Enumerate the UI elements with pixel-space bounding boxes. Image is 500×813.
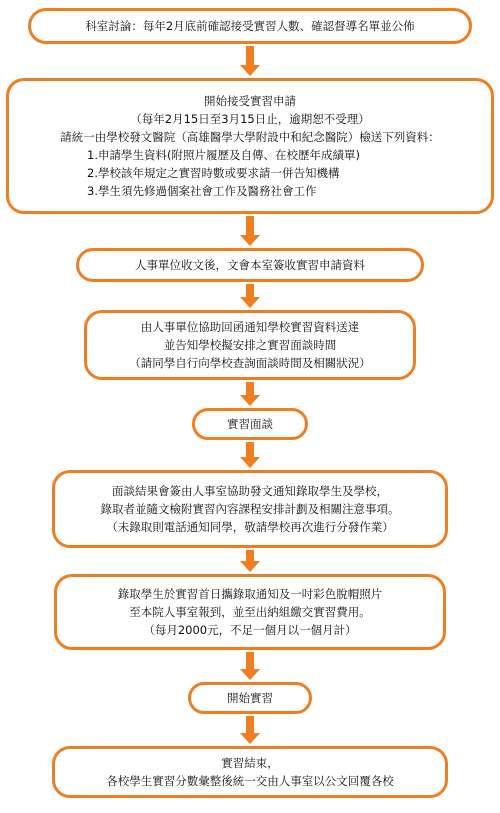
step-3-line-1: 人事單位收文後，文會本室簽收實習申請資料 — [135, 258, 365, 272]
arrow-3 — [244, 284, 256, 308]
step-4-line-3: （請同學自行向學校查詢面談時間及相關狀況） — [129, 356, 371, 370]
step-4-box — [84, 310, 416, 380]
arrow-5 — [244, 442, 256, 468]
step-4-line-1: 由人事單位協助回函通知學校實習資料送達 — [140, 320, 360, 334]
step-6-line-1: 面談結果會簽由人事室協助發文通知錄取學生及學校， — [112, 484, 388, 498]
step-8-box — [188, 682, 312, 714]
step-2-line-1: 開始接受實習申請 — [204, 94, 296, 108]
step-7-line-2: 至本院人事室報到，並至出納組繳交實習費用。 — [129, 605, 371, 619]
arrow-7 — [244, 652, 256, 680]
step-2-line-4: 1.申請學生資料(附照片履歷及自傳、在校歷年成績單) — [87, 148, 360, 162]
step-7-box — [54, 574, 446, 650]
step-2-line-2: （每年2月15日至3月15日止，逾期恕不受理） — [130, 112, 370, 126]
step-1-line-1: 科室討論：每年2月底前確認接受實習人數、確認督導名單並公佈 — [85, 19, 415, 33]
step-8-line-1: 開始實習 — [227, 691, 273, 705]
step-5-box — [192, 408, 308, 440]
arrow-6 — [244, 550, 256, 572]
step-3-box — [76, 248, 424, 282]
step-9-line-2: 各校學生實習分數彙整後統一交由人事室以公文回覆各校 — [106, 774, 394, 788]
step-4-line-2: 並告知學校擬安排之實習面談時間 — [163, 338, 337, 352]
arrow-8 — [244, 716, 256, 744]
step-6-box — [52, 470, 448, 548]
step-5-line-1: 實習面談 — [227, 417, 273, 431]
step-7-line-3: （每月2000元，不足一個月以一個月計） — [143, 623, 357, 637]
step-2-line-6: 3.學生須先修過個案社會工作及醫務社會工作 — [87, 184, 317, 198]
step-6-line-2: 錄取者並隨文檢附實習內容課程安排計劃及相關注意事項。 — [100, 502, 400, 516]
step-2-box — [6, 78, 494, 214]
step-7-line-1: 錄取學生於實習首日攜錄取通知及一吋彩色脫帽照片 — [117, 587, 383, 601]
step-1-box — [28, 8, 472, 44]
arrow-1 — [244, 46, 256, 76]
arrow-4 — [244, 382, 256, 406]
step-9-line-1: 實習結束， — [221, 756, 279, 770]
step-2-line-3: 請統一由學校發文醫院（高雄醫學大學附設中和紀念醫院）檢送下列資料： — [60, 130, 440, 144]
step-6-line-3: （未錄取則電話通知同學，敬請學校再次進行分發作業） — [106, 520, 394, 534]
step-2-line-5: 2.學校該年規定之實習時數或要求請一併告知機構 — [87, 166, 340, 180]
step-9-box — [52, 746, 448, 798]
arrow-2 — [244, 216, 256, 246]
